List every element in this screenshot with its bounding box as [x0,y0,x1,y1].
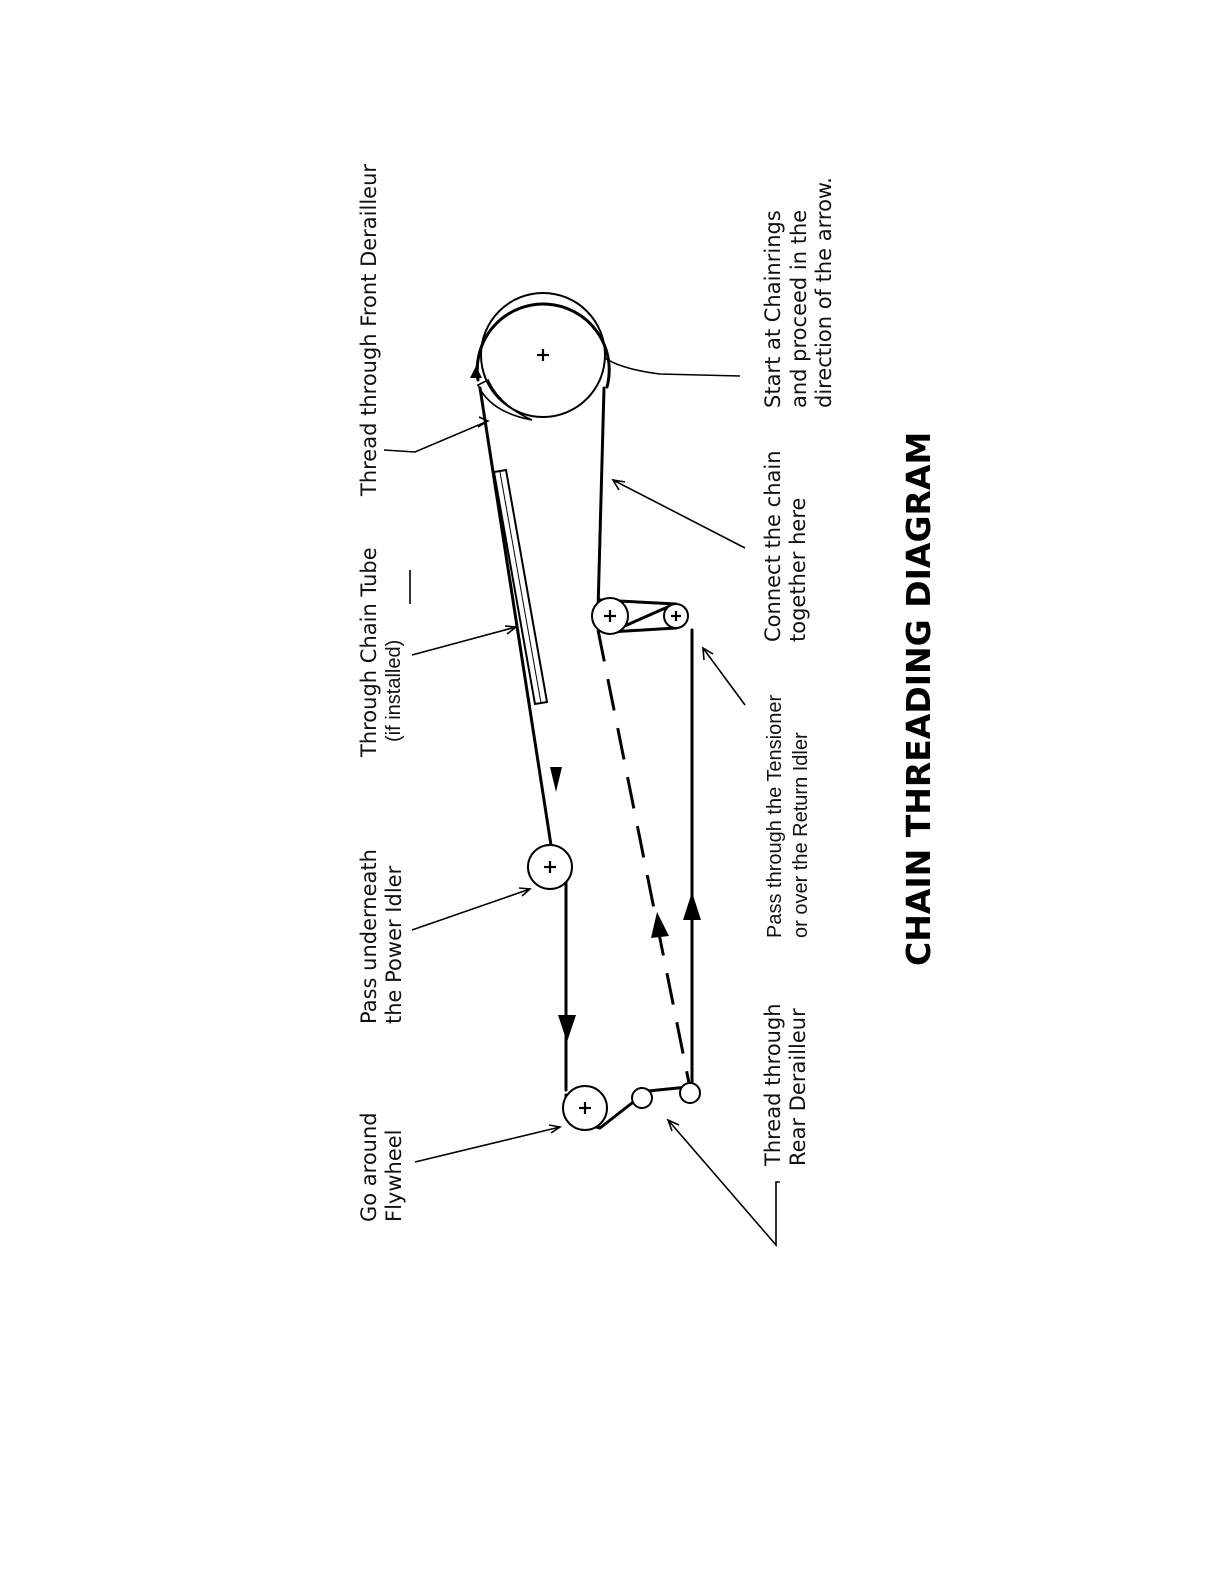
power-idler [528,845,572,889]
label-front-derailleur: Thread through Front Derailleur [357,163,381,496]
label-flywheel-line2: Flywheel [382,1129,406,1222]
label-tensioner-line2: or over the Return Idler [790,732,812,938]
chain-dashed-alternative [598,630,690,1088]
label-start-line3: direction of the arrow. [812,177,836,408]
arrow-return-up [683,892,701,920]
tensioner [592,598,688,634]
label-chain-tube-line1: Through Chain Tube [357,547,381,757]
label-power-idler-line1: Pass underneath [357,849,381,1024]
flywheel [563,1086,607,1130]
chain-upper-run [480,388,566,1090]
label-rear-derailleur-line2: Rear Derailleur [786,1008,810,1166]
label-tensioner-line1: Pass through the Tensioner [764,694,786,938]
diagram-title: CHAIN THREADING DIAGRAM [899,431,938,966]
chain-lower-run [598,388,604,610]
label-start-line2: and proceed in the [787,209,811,408]
chain-tube [494,470,547,704]
rear-derailleur [632,1083,700,1108]
label-connect-line1: Connect the chain [761,450,785,642]
label-start-line1: Start at Chainrings [761,210,785,408]
label-power-idler-line2: the Power Idler [382,865,406,1024]
label-flywheel-line1: Go around [357,1112,381,1222]
start-arrow [470,366,482,378]
label-connect-line2: together here [786,497,810,642]
chainring-frame-curve [598,352,740,376]
label-chain-tube-line2: (if installed) [383,639,405,742]
arrow-dashed-up [651,912,669,938]
label-rear-derailleur-line1: Thread through [761,1003,785,1166]
arrow-chain-tube-down [550,767,562,792]
arrow-flywheel-down [558,1015,576,1042]
